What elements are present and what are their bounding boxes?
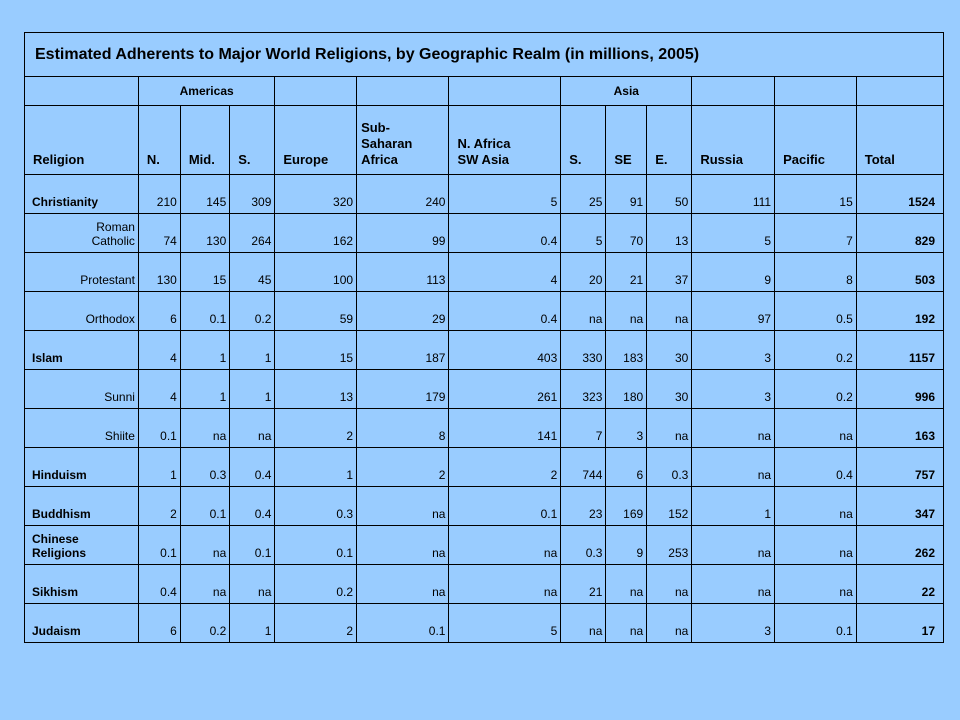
religion-cell: Protestant: [25, 253, 139, 292]
realm-cell-empty: [275, 77, 357, 106]
value-cell: na: [449, 565, 561, 604]
value-cell: 0.4: [138, 565, 180, 604]
religion-cell: Sikhism: [25, 565, 139, 604]
table-row: [25, 448, 944, 487]
value-cell: 0.2: [275, 565, 357, 604]
value-cell: na: [357, 565, 449, 604]
column-header: SE: [606, 106, 647, 175]
value-cell: 21: [561, 565, 606, 604]
total-cell: 163: [856, 409, 943, 448]
value-cell: 4: [138, 331, 180, 370]
realm-cell-empty: [856, 77, 943, 106]
value-cell: 323: [561, 370, 606, 409]
religion-cell: Islam: [25, 331, 139, 370]
value-cell: 15: [775, 175, 857, 214]
table-row: [25, 292, 944, 331]
value-cell: 169: [606, 487, 647, 526]
value-cell: 152: [647, 487, 692, 526]
realm-cell-empty: [25, 77, 139, 106]
value-cell: 179: [357, 370, 449, 409]
total-cell: 17: [856, 604, 943, 643]
value-cell: 309: [230, 175, 275, 214]
value-cell: 130: [180, 214, 229, 253]
value-cell: na: [692, 409, 775, 448]
column-header: S.: [230, 106, 275, 175]
total-cell: 1524: [856, 175, 943, 214]
value-cell: na: [692, 448, 775, 487]
value-cell: 0.3: [275, 487, 357, 526]
table-row: [25, 370, 944, 409]
value-cell: na: [561, 292, 606, 331]
value-cell: 1: [230, 604, 275, 643]
value-cell: 264: [230, 214, 275, 253]
value-cell: 9: [606, 526, 647, 565]
column-header: Europe: [275, 106, 357, 175]
value-cell: 6: [138, 604, 180, 643]
value-cell: 0.1: [275, 526, 357, 565]
realm-asia: Asia: [561, 77, 692, 106]
value-cell: 97: [692, 292, 775, 331]
value-cell: na: [180, 409, 229, 448]
value-cell: 0.1: [230, 526, 275, 565]
value-cell: 9: [692, 253, 775, 292]
value-cell: 15: [275, 331, 357, 370]
value-cell: 5: [692, 214, 775, 253]
value-cell: na: [775, 409, 857, 448]
realm-cell-empty: [357, 77, 449, 106]
value-cell: 0.2: [775, 331, 857, 370]
value-cell: na: [606, 604, 647, 643]
value-cell: 29: [357, 292, 449, 331]
value-cell: 0.4: [449, 214, 561, 253]
value-cell: na: [357, 487, 449, 526]
column-header: Russia: [692, 106, 775, 175]
value-cell: na: [180, 526, 229, 565]
value-cell: 187: [357, 331, 449, 370]
value-cell: 7: [775, 214, 857, 253]
table-row: [25, 604, 944, 643]
value-cell: na: [692, 526, 775, 565]
realm-cell-empty: [692, 77, 775, 106]
table-row: [25, 409, 944, 448]
religion-cell: Buddhism: [25, 487, 139, 526]
value-cell: 5: [449, 175, 561, 214]
table-row: [25, 253, 944, 292]
table-row: [25, 331, 944, 370]
value-cell: na: [357, 526, 449, 565]
religion-cell: Judaism: [25, 604, 139, 643]
value-cell: 25: [561, 175, 606, 214]
value-cell: 0.4: [449, 292, 561, 331]
table-row: [25, 487, 944, 526]
realm-cell-empty: [449, 77, 561, 106]
value-cell: 0.2: [180, 604, 229, 643]
value-cell: 6: [606, 448, 647, 487]
column-header: Pacific: [775, 106, 857, 175]
value-cell: 2: [449, 448, 561, 487]
column-header: N.: [138, 106, 180, 175]
value-cell: na: [180, 565, 229, 604]
value-cell: 0.2: [775, 370, 857, 409]
column-header: E.: [647, 106, 692, 175]
value-cell: 13: [647, 214, 692, 253]
total-cell: 192: [856, 292, 943, 331]
value-cell: 6: [138, 292, 180, 331]
column-header: Religion: [25, 106, 139, 175]
value-cell: 2: [275, 409, 357, 448]
total-cell: 829: [856, 214, 943, 253]
value-cell: na: [606, 565, 647, 604]
value-cell: na: [692, 565, 775, 604]
column-header: Total: [856, 106, 943, 175]
value-cell: 59: [275, 292, 357, 331]
value-cell: 2: [138, 487, 180, 526]
value-cell: 0.1: [357, 604, 449, 643]
table-row: [25, 175, 944, 214]
value-cell: 0.1: [138, 409, 180, 448]
value-cell: 3: [692, 604, 775, 643]
total-cell: 503: [856, 253, 943, 292]
value-cell: 70: [606, 214, 647, 253]
column-header: S.: [561, 106, 606, 175]
value-cell: 111: [692, 175, 775, 214]
value-cell: 4: [449, 253, 561, 292]
value-cell: 8: [357, 409, 449, 448]
value-cell: 261: [449, 370, 561, 409]
religion-cell: Roman Catholic: [25, 214, 139, 253]
religions-table: [24, 32, 944, 643]
value-cell: 0.3: [180, 448, 229, 487]
value-cell: 45: [230, 253, 275, 292]
value-cell: na: [561, 604, 606, 643]
value-cell: 1: [692, 487, 775, 526]
value-cell: 744: [561, 448, 606, 487]
value-cell: 0.2: [230, 292, 275, 331]
value-cell: 23: [561, 487, 606, 526]
value-cell: na: [647, 565, 692, 604]
value-cell: 0.4: [230, 487, 275, 526]
religion-cell: Orthodox: [25, 292, 139, 331]
value-cell: 320: [275, 175, 357, 214]
table-title: Estimated Adherents to Major World Religions, by Geographic Realm (in millions, 2005): [25, 33, 944, 77]
value-cell: na: [647, 604, 692, 643]
table-row: [25, 214, 944, 253]
total-cell: 22: [856, 565, 943, 604]
total-cell: 996: [856, 370, 943, 409]
value-cell: na: [775, 565, 857, 604]
realm-cell-empty: [775, 77, 857, 106]
religion-cell: Sunni: [25, 370, 139, 409]
value-cell: 0.1: [138, 526, 180, 565]
value-cell: 91: [606, 175, 647, 214]
value-cell: 0.5: [775, 292, 857, 331]
value-cell: na: [775, 526, 857, 565]
total-cell: 347: [856, 487, 943, 526]
value-cell: 0.3: [647, 448, 692, 487]
value-cell: 3: [606, 409, 647, 448]
religion-cell: Shiite: [25, 409, 139, 448]
value-cell: 1: [275, 448, 357, 487]
value-cell: 30: [647, 370, 692, 409]
value-cell: 183: [606, 331, 647, 370]
value-cell: 0.4: [775, 448, 857, 487]
value-cell: 1: [230, 370, 275, 409]
value-cell: na: [230, 409, 275, 448]
total-cell: 757: [856, 448, 943, 487]
value-cell: na: [449, 526, 561, 565]
value-cell: 0.1: [775, 604, 857, 643]
value-cell: na: [606, 292, 647, 331]
column-header: Mid.: [180, 106, 229, 175]
value-cell: na: [647, 409, 692, 448]
value-cell: 30: [647, 331, 692, 370]
table-row: [25, 526, 944, 565]
value-cell: 0.1: [180, 487, 229, 526]
value-cell: 145: [180, 175, 229, 214]
realm-americas: Americas: [138, 77, 274, 106]
value-cell: 162: [275, 214, 357, 253]
value-cell: 2: [275, 604, 357, 643]
value-cell: 113: [357, 253, 449, 292]
value-cell: na: [775, 487, 857, 526]
value-cell: 5: [561, 214, 606, 253]
value-cell: 141: [449, 409, 561, 448]
value-cell: 1: [180, 370, 229, 409]
value-cell: 2: [357, 448, 449, 487]
value-cell: na: [230, 565, 275, 604]
value-cell: 1: [230, 331, 275, 370]
religion-cell: Christianity: [25, 175, 139, 214]
value-cell: 0.1: [180, 292, 229, 331]
column-header: Sub- Saharan Africa: [357, 106, 449, 175]
value-cell: 20: [561, 253, 606, 292]
religion-cell: Hinduism: [25, 448, 139, 487]
value-cell: 0.1: [449, 487, 561, 526]
religion-cell: Chinese Religions: [25, 526, 139, 565]
value-cell: 130: [138, 253, 180, 292]
value-cell: 100: [275, 253, 357, 292]
value-cell: 99: [357, 214, 449, 253]
value-cell: 13: [275, 370, 357, 409]
value-cell: na: [647, 292, 692, 331]
value-cell: 4: [138, 370, 180, 409]
value-cell: 1: [138, 448, 180, 487]
value-cell: 240: [357, 175, 449, 214]
value-cell: 0.3: [561, 526, 606, 565]
value-cell: 0.4: [230, 448, 275, 487]
column-header: N. Africa SW Asia: [449, 106, 561, 175]
value-cell: 8: [775, 253, 857, 292]
total-cell: 1157: [856, 331, 943, 370]
value-cell: 74: [138, 214, 180, 253]
value-cell: 403: [449, 331, 561, 370]
value-cell: 180: [606, 370, 647, 409]
value-cell: 1: [180, 331, 229, 370]
value-cell: 21: [606, 253, 647, 292]
value-cell: 5: [449, 604, 561, 643]
value-cell: 253: [647, 526, 692, 565]
value-cell: 7: [561, 409, 606, 448]
value-cell: 15: [180, 253, 229, 292]
value-cell: 3: [692, 370, 775, 409]
value-cell: 330: [561, 331, 606, 370]
value-cell: 3: [692, 331, 775, 370]
value-cell: 37: [647, 253, 692, 292]
table-row: [25, 565, 944, 604]
value-cell: 50: [647, 175, 692, 214]
value-cell: 210: [138, 175, 180, 214]
total-cell: 262: [856, 526, 943, 565]
